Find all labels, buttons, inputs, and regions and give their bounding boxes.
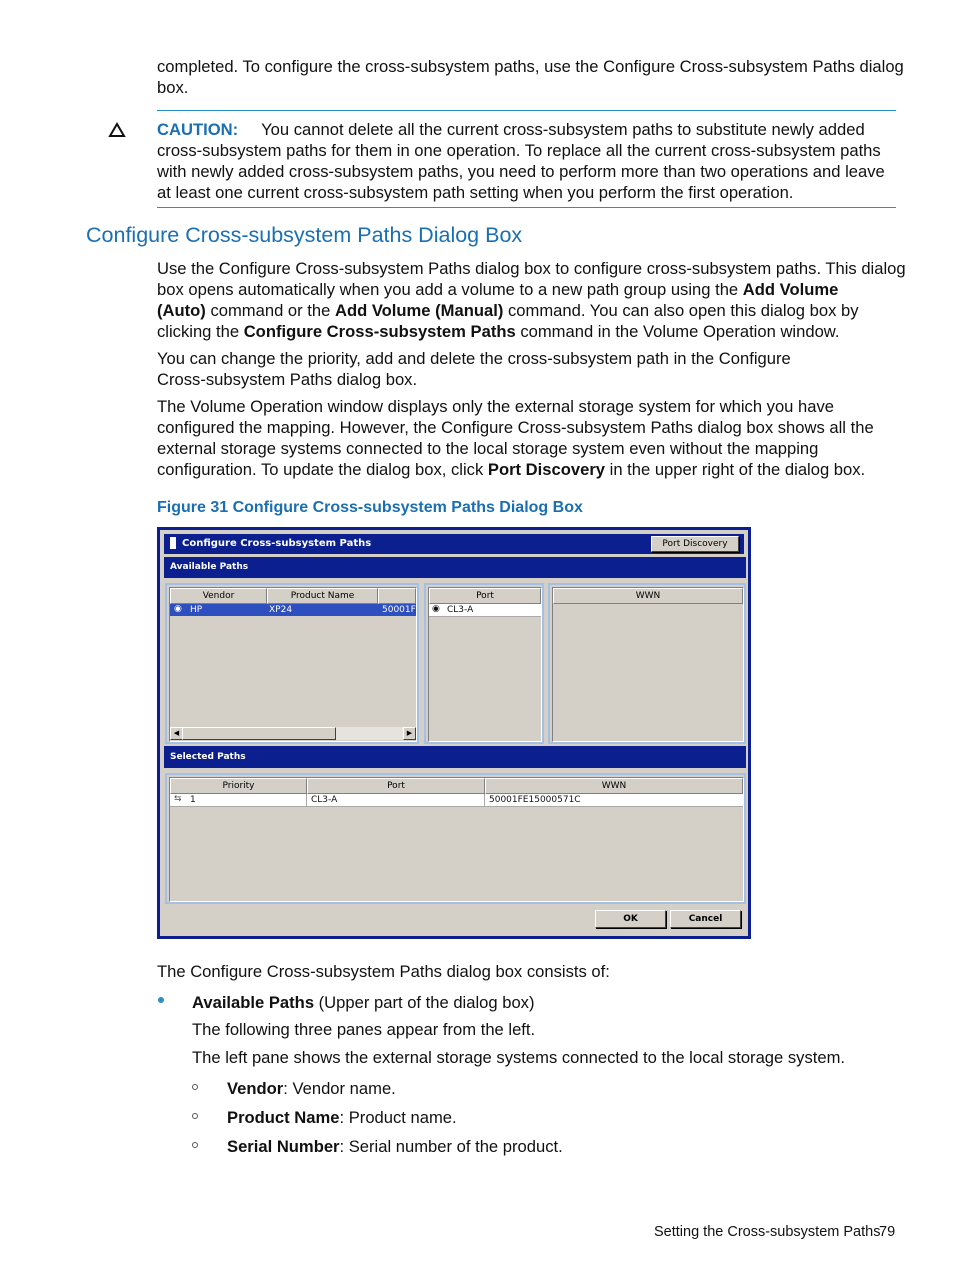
caution-label: CAUTION: (157, 120, 239, 139)
selected-pane (165, 773, 746, 904)
selected-paths-bar: Selected Paths (164, 746, 746, 768)
sub-item-vendor: Vendor: Vendor name. (227, 1079, 396, 1098)
product-name-column-header[interactable]: Product Name (267, 588, 378, 604)
cancel-button[interactable]: Cancel (670, 910, 741, 928)
dialog-title: Configure Cross-subsystem Paths (182, 538, 372, 549)
port-discovery-button[interactable]: Port Discovery (651, 536, 739, 552)
priority-cell: 1 (190, 795, 196, 805)
caution-top-rule (157, 110, 896, 111)
sub-item-serial-number: Serial Number: Serial number of the product. (227, 1137, 563, 1156)
scroll-left-icon[interactable]: ◀ (170, 727, 183, 740)
selected-port-cell: CL3-A (311, 795, 338, 805)
paragraph-1: Use the Configure Cross-subsystem Paths dialog box to configure cross-subsystem paths. This dialog box opens automatically when you add a volume to a new path group using the Add Volume (Auto) command or the Add Volume (Manual) command. You can also open this dialog box by clicking the Configure Cross-subsystem Paths command in the Volume Operation window. (157, 259, 906, 341)
port-row[interactable] (429, 604, 541, 617)
vendor-cell: HP (190, 605, 203, 615)
dialog-body (160, 530, 748, 936)
column-divider (484, 794, 485, 807)
caution-block: CAUTION: You cannot delete all the current cross-subsystem paths to substitute newly added cross-subsystem paths for them in one operation. To replace all the current cross-subsystem paths with newly added cross-subsystem paths, you need to perform more than two operations and leave at least one current cross-subsystem path setting when you perform the first operation. (157, 120, 885, 202)
wwn-pane (548, 583, 746, 744)
selected-wwn-cell: 50001FE15000571C (489, 795, 581, 805)
list-item-paragraph: The left pane shows the external storage systems connected to the local storage system. (192, 1048, 846, 1067)
sub-bullet-icon (192, 1113, 198, 1119)
sub-item-product-name: Product Name: Product name. (227, 1108, 457, 1127)
serial-cell: 50001F (382, 605, 416, 615)
configure-paths-dialog (157, 527, 751, 939)
priority-column-header[interactable]: Priority (170, 778, 307, 794)
sub-bullet-icon (192, 1084, 198, 1090)
list-item-available-paths: Available Paths (Upper part of the dialog box) (192, 993, 535, 1012)
selected-wwn-column-header[interactable]: WWN (485, 778, 743, 794)
port-cell: CL3-A (447, 605, 474, 615)
serial-column-header[interactable] (378, 588, 416, 604)
bullet-icon (158, 997, 164, 1003)
vendor-pane (165, 583, 419, 744)
column-divider (306, 794, 307, 807)
storage-icon: ◉ (174, 604, 182, 614)
vendor-hscrollbar[interactable] (170, 727, 416, 740)
vendor-list (169, 587, 417, 742)
port-list (428, 587, 542, 742)
selected-port-column-header[interactable]: Port (307, 778, 485, 794)
available-path-row[interactable] (170, 604, 416, 616)
scroll-right-icon[interactable]: ▶ (403, 727, 416, 740)
footer-section-title: Setting the Cross-subsystem Paths (654, 1224, 881, 1240)
list-intro: The Configure Cross-subsystem Paths dialog box consists of: (157, 962, 610, 981)
paragraph-3: The Volume Operation window displays only the external storage system for which you have configured the mapping. However, the Configure Cross-subsystem Paths dialog box shows all the external storage systems connected to the local storage system even without the mapping configuration. To update the dialog box, click Port Discovery in the upper right of the dialog box. (157, 397, 874, 479)
intro-text: completed. To configure the cross-subsystem paths, use the Configure Cross-subsystem Paths dialog box. (157, 57, 904, 97)
wwn-list (552, 587, 744, 742)
dialog-title-marker (170, 537, 176, 549)
figure-caption: Figure 31 Configure Cross-subsystem Paths Dialog Box (157, 499, 583, 516)
section-title: Configure Cross-subsystem Paths Dialog Box (86, 223, 523, 247)
product-cell: XP24 (269, 605, 293, 615)
vendor-column-header[interactable]: Vendor (170, 588, 267, 604)
ok-button[interactable]: OK (595, 910, 666, 928)
sub-bullet-icon (192, 1142, 198, 1148)
port-pane (424, 583, 544, 744)
port-column-header[interactable]: Port (429, 588, 541, 604)
selected-path-row[interactable] (170, 794, 743, 807)
caution-icon (108, 122, 126, 143)
paragraph-2: You can change the priority, add and delete the cross-subsystem path in the Configure Cross-subsystem Paths dialog box. (157, 349, 791, 389)
port-icon: ◉ (432, 604, 440, 614)
wwn-column-header[interactable]: WWN (553, 588, 743, 604)
selected-list (169, 777, 744, 902)
available-paths-bar: Available Paths (164, 557, 746, 578)
path-link-icon: ⇆ (174, 794, 182, 804)
list-item-paragraph: The following three panes appear from the left. (192, 1020, 536, 1039)
caution-bottom-rule (157, 207, 896, 208)
page-number: 79 (879, 1224, 896, 1240)
scroll-thumb[interactable] (182, 727, 336, 740)
